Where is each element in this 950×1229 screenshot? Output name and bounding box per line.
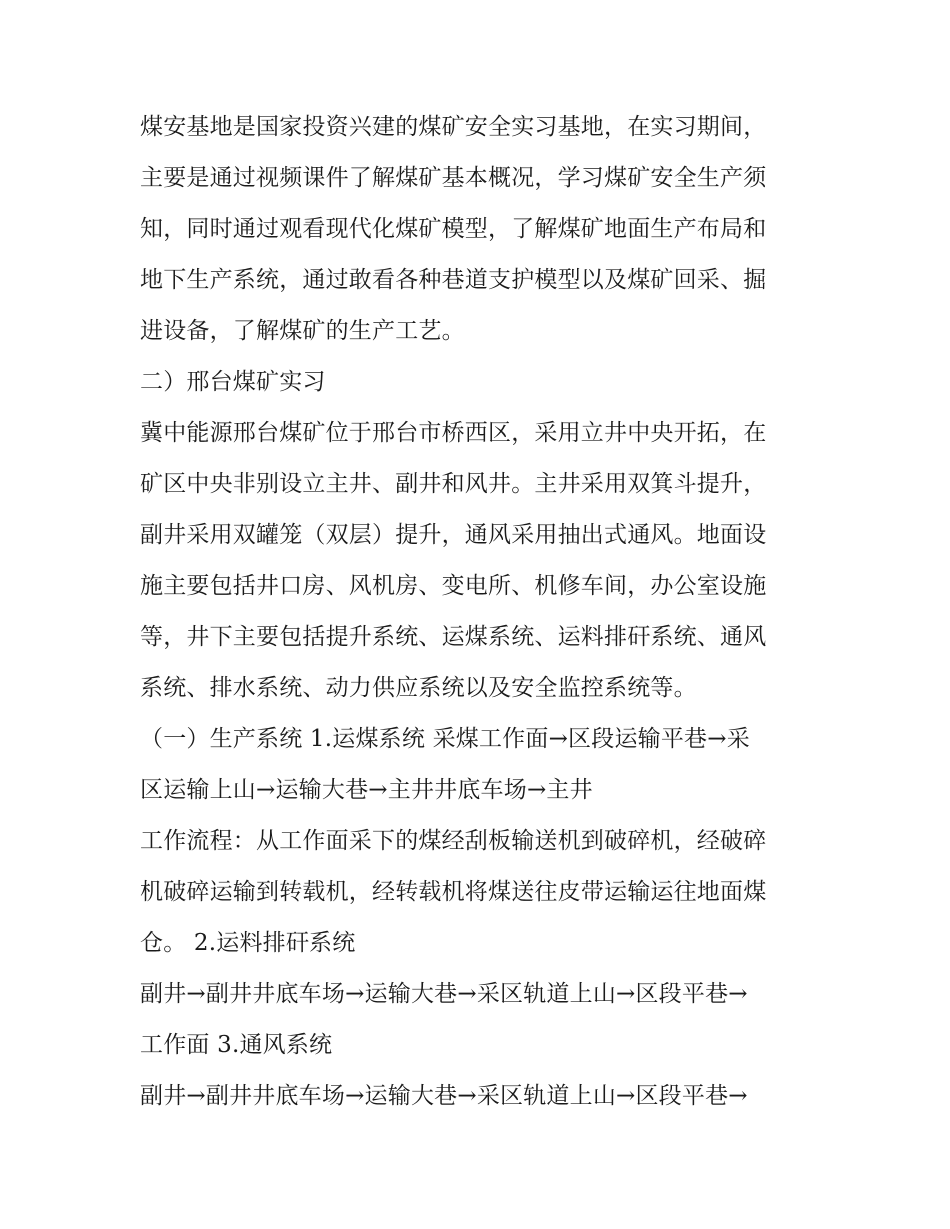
text-line: 系统、排水系统、动力供应系统以及安全监控系统等。 <box>140 675 697 701</box>
text-line: 煤安基地是国家投资兴建的煤矿安全实习基地，在实习期间， <box>140 114 767 140</box>
text-line: 知，同时通过观看现代化煤矿模型，了解煤矿地面生产布局和 <box>140 216 767 242</box>
text-line: 地下生产系统，通过敢看各种巷道支护模型以及煤矿回采、掘 <box>140 267 767 293</box>
text-line: 等，井下主要包括提升系统、运煤系统、运料排矸系统、通风 <box>140 624 767 650</box>
text-line: 区运输上山→运输大巷→主井井底车场→主井 <box>140 777 593 803</box>
text-line: 副井→副井井底车场→运输大巷→采区轨道上山→区段平巷→ <box>140 981 748 1007</box>
document-body <box>140 102 820 1122</box>
text-line: 机破碎运输到转载机，经转载机将煤送往皮带运输运往地面煤 <box>140 879 767 905</box>
section-heading: 二）邢台煤矿实习 <box>140 369 326 395</box>
text-line: 施主要包括井口房、风机房、变电所、机修车间，办公室设施 <box>140 573 767 599</box>
text-line: 冀中能源邢台煤矿位于邢台市桥西区，采用立井中央开拓，在 <box>140 420 767 446</box>
text-line: （一）生产系统 1.运煤系统 采煤工作面→区段运输平巷→采 <box>140 726 750 752</box>
text-line: 副井采用双罐笼（双层）提升，通风采用抽出式通风。地面设 <box>140 522 767 548</box>
text-line: 主要是通过视频课件了解煤矿基本概况，学习煤矿安全生产须 <box>140 165 767 191</box>
text-line: 工作面 3.通风系统 <box>140 1032 333 1058</box>
text-line: 进设备，了解煤矿的生产工艺。 <box>140 318 465 344</box>
text-line: 副井→副井井底车场→运输大巷→采区轨道上山→区段平巷→ <box>140 1083 748 1109</box>
text-line: 矿区中央非别设立主井、副井和风井。主井采用双箕斗提升， <box>140 471 767 497</box>
text-line: 仓。 2.运料排矸系统 <box>140 930 356 956</box>
text-line: 工作流程：从工作面采下的煤经刮板输送机到破碎机，经破碎 <box>140 828 767 854</box>
